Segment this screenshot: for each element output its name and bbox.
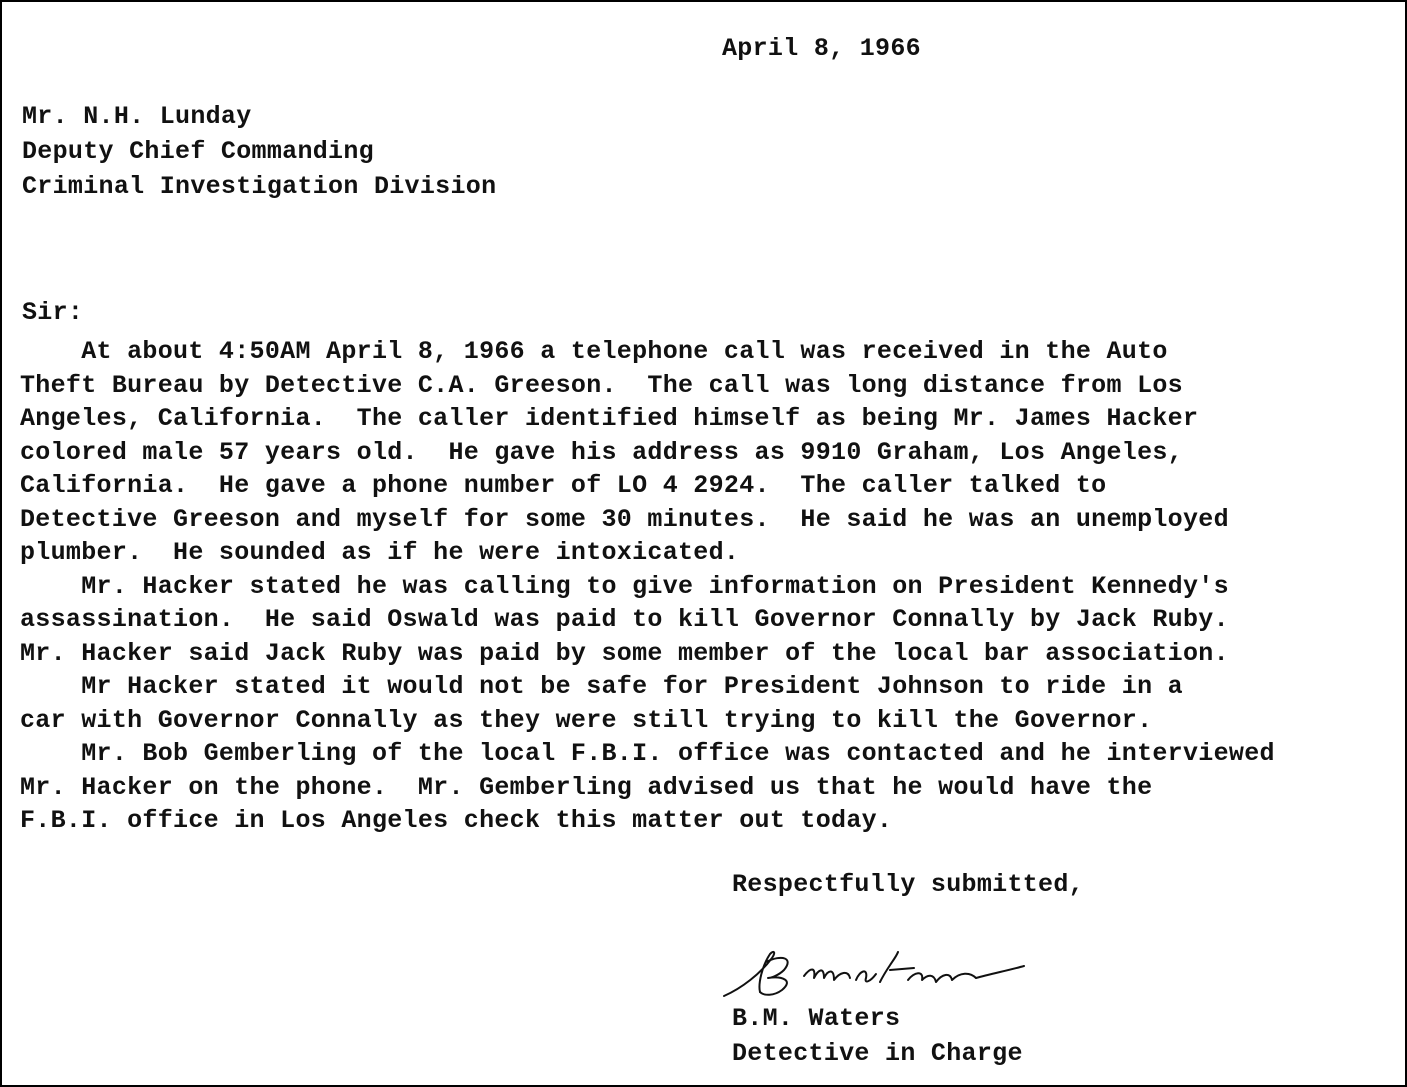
body-line: California. He gave a phone number of LO 4 2924. The caller talked to (20, 471, 1107, 500)
body-line: Mr Hacker stated it would not be safe for President Johnson to ride in a (20, 672, 1183, 701)
body-line: Mr. Hacker stated he was calling to give information on President Kennedy's (20, 571, 1229, 601)
body-line: Angeles, California. The caller identified himself as being Mr. James Hacker (20, 404, 1199, 433)
letter-body (20, 335, 1275, 838)
letter-date: April 8, 1966 (722, 34, 921, 63)
salutation: Sir: (22, 298, 84, 327)
closing: Respectfully submitted, (732, 870, 1084, 899)
body-line: assassination. He said Oswald was paid to kill Governor Connally by Jack Ruby. (20, 605, 1229, 634)
signer-title: Detective in Charge (732, 1039, 1023, 1068)
body-line: Detective Greeson and myself for some 30 minutes. He said he was an unemployed (20, 504, 1229, 534)
addressee-block (22, 99, 496, 204)
addressee-line: Deputy Chief Commanding (22, 137, 374, 166)
body-line: F.B.I. office in Los Angeles check this matter out today. (20, 806, 893, 835)
body-line: At about 4:50AM April 8, 1966 a telephone call was received in the Auto (20, 337, 1168, 366)
addressee-line: Mr. N.H. Lunday (22, 102, 252, 131)
body-line: Mr. Hacker said Jack Ruby was paid by some member of the local bar association. (20, 638, 1229, 668)
body-line: plumber. He sounded as if he were intoxicated. (20, 538, 740, 567)
signer-name: B.M. Waters (732, 1004, 901, 1033)
body-line: Mr. Bob Gemberling of the local F.B.I. office was contacted and he interviewed (20, 739, 1275, 768)
body-line: colored male 57 years old. He gave his address as 9910 Graham, Los Angeles, (20, 437, 1183, 467)
body-line: car with Governor Connally as they were still trying to kill the Governor. (20, 705, 1153, 735)
body-line: Mr. Hacker on the phone. Mr. Gemberling advised us that he would have the (20, 772, 1153, 802)
addressee-line: Criminal Investigation Division (22, 172, 497, 201)
body-line: Theft Bureau by Detective C.A. Greeson. The call was long distance from Los (20, 370, 1183, 400)
